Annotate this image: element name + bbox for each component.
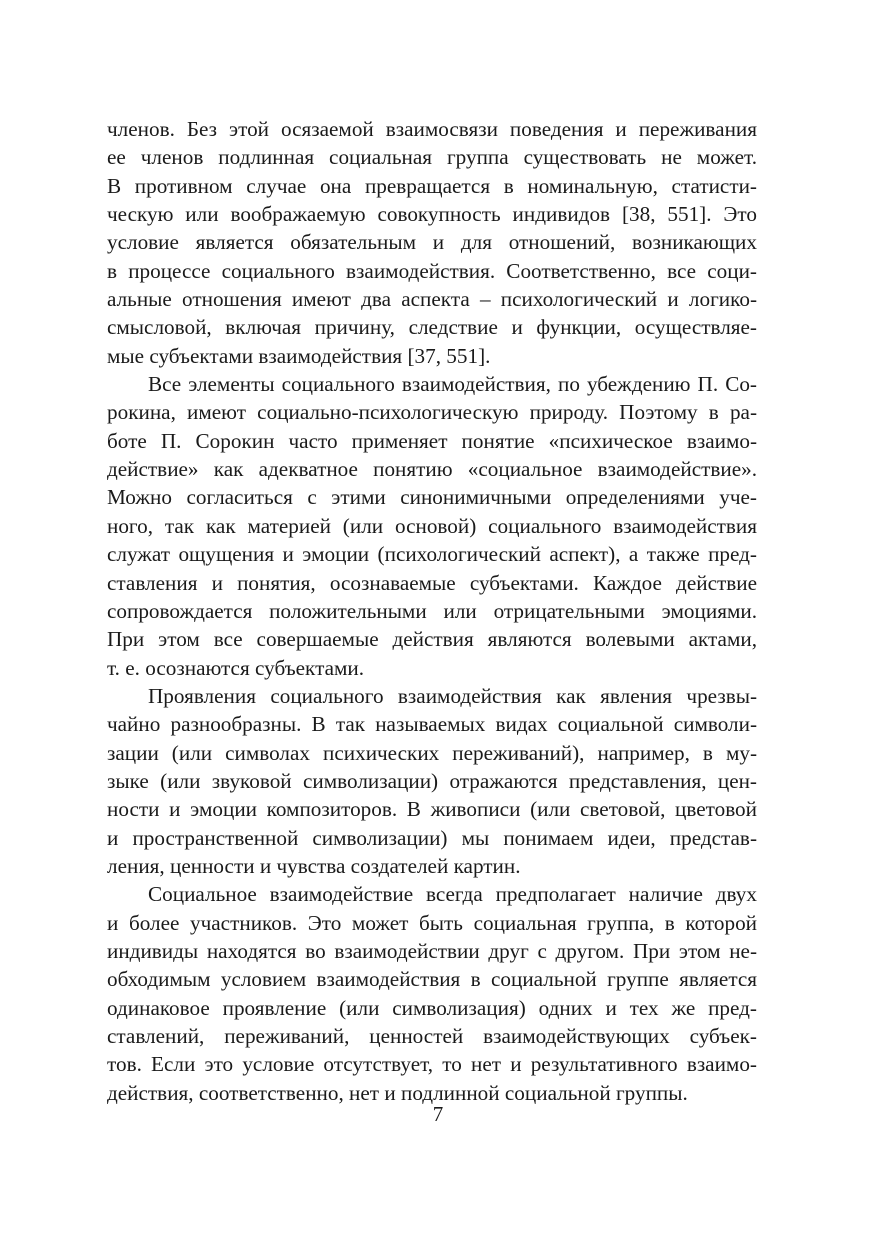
text-line: индивиды находятся во взаимодействии друг с другом. При этом не- — [107, 938, 757, 963]
text-line: ного, так как материей (или основой) социального взаимодействия — [107, 513, 757, 538]
text-line: одинаковое проявление (или символизация) одних и тех же пред- — [107, 995, 757, 1020]
text-line: При этом все совершаемые действия являются волевыми актами, — [107, 627, 757, 652]
text-line: ческую или воображаемую совокупность индивидов [38, 551]. Это — [107, 202, 757, 227]
text-line: ления, ценности и чувства создателей картин. — [107, 853, 521, 878]
paragraph-3 — [107, 682, 757, 880]
text-line: Проявления социального взаимодействия как явления чрезвы- — [148, 683, 757, 708]
text-line: ности и эмоции композиторов. В живописи (или световой, цветовой — [107, 797, 757, 822]
text-line: и более участников. Это может быть социальная группа, в которой — [107, 910, 757, 935]
text-line: тов. Если это условие отсутствует, то нет и результативного взаимо- — [107, 1052, 757, 1077]
text-line: Социальное взаимодействие всегда предполагает наличие двух — [148, 882, 757, 907]
text-line: зыке (или звуковой символизации) отражаются представления, цен- — [107, 768, 757, 793]
text-line: альные отношения имеют два аспекта – психологический и логико- — [107, 287, 757, 312]
text-line: сопровождается положительными или отрицательными эмоциями. — [107, 598, 757, 623]
text-line: членов. Без этой осязаемой взаимосвязи поведения и переживания — [107, 117, 757, 141]
text-line: т. е. осознаются субъектами. — [107, 655, 365, 680]
text-line: боте П. Сорокин часто применяет понятие «психическое взаимо- — [107, 428, 757, 453]
text-line: Можно согласиться с этими синонимичными определениями уче- — [107, 485, 757, 510]
body-text — [107, 115, 757, 1107]
text-line: рокина, имеют социально-психологическую природу. Поэтому в ра- — [107, 400, 757, 425]
text-line: обходимым условием взаимодействия в социальной группе является — [107, 967, 757, 992]
text-line: ставлений, переживаний, ценностей взаимодействующих субъек- — [107, 1024, 757, 1048]
text-line: действия, соответственно, нет и подлинной социальной группы. — [107, 1080, 688, 1105]
text-line: В противном случае она превращается в номинальную, статисти- — [107, 173, 757, 198]
text-line: служат ощущения и эмоции (психологический аспект), а также пред- — [107, 542, 757, 567]
paragraph-1 — [107, 115, 757, 370]
text-line: зации (или символах психических переживаний), например, в му- — [107, 740, 757, 765]
text-line: условие является обязательным и для отношений, возникающих — [107, 230, 757, 255]
text-line: мые субъектами взаимодействия [37, 551]. — [107, 343, 491, 368]
text-line: смысловой, включая причину, следствие и функции, осуществляе- — [107, 315, 757, 340]
text-line: и пространственной символизации) мы понимаем идеи, представ- — [107, 825, 757, 850]
text-line: в процессе социального взаимодействия. Соответственно, все соци- — [107, 258, 757, 283]
paragraph-4 — [107, 880, 757, 1107]
text-line: Все элементы социального взаимодействия, по убеждению П. Со- — [148, 372, 757, 397]
text-line: чайно разнообразны. В так называемых видах социальной символи- — [107, 712, 757, 737]
text-line: ее членов подлинная социальная группа существовать не может. — [107, 145, 757, 170]
paragraph-2 — [107, 370, 757, 682]
text-line: ставления и понятия, осознаваемые субъектами. Каждое действие — [107, 570, 757, 595]
text-line: действие» как адекватное понятию «социальное взаимодействие». — [107, 457, 757, 482]
page-number: 7 — [432, 1102, 444, 1126]
